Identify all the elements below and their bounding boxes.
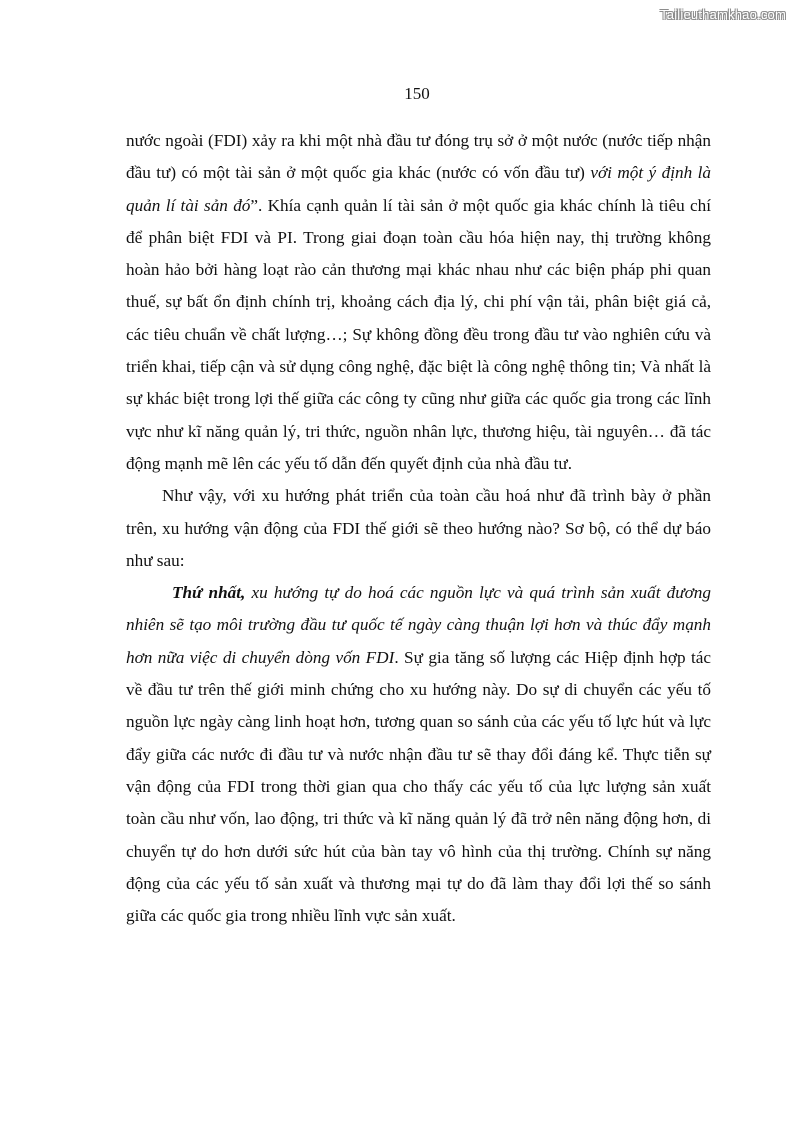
paragraph-2: Như vậy, với xu hướng phát triển của toàn cầu hoá như đã trình bày ở phần trên, xu hướng vận động của FDI thế giới sẽ theo hướng nào? Sơ bộ, có thể dự báo như sau:: [126, 486, 711, 570]
paragraph-3-lead: Thứ nhất,: [172, 583, 246, 603]
paragraph-3-text: . Sự gia tăng số lượng các Hiệp định hợp tác về đầu tư trên thế giới minh chứng cho xu hướng này. Do sự di chuyển các yếu tố nguồn lực ngày càng linh hoạt hơn, tương quan so sánh của các yếu tố lực hút và lực đẩy giữa các nước đi đầu tư và nước nhận đầu tư sẽ thay đổi đáng kể. Thực tiễn sự vận động của FDI trong thời gian qua cho thấy các yếu tố của lực lượng sản xuất toàn cầu như vốn, lao động, tri thức và kĩ năng quản lý đã trở nên năng động hơn, di chuyển tự do hơn dưới sức hút của bàn tay vô hình của thị trường. Chính sự năng động của các yếu tố sản xuất và thương mại tự do đã làm thay đổi lợi thế so sánh giữa các quốc gia trong nhiều lĩnh vực sản xuất.: [126, 647, 711, 926]
watermark: Tailieuthamkhao.com: [660, 7, 786, 22]
paragraph-3-italic: xu hướng tự do hoá các nguồn lực và quá trình sản xuất đương nhiên sẽ tạo môi trường đầu tư quốc tế ngày càng thuận lợi hơn và thúc đẩy mạnh hơn nữa việc di chuyển dòng vốn FDI: [126, 583, 711, 667]
paragraph-1: [126, 125, 711, 480]
paragraph-3: [126, 577, 711, 932]
paragraph-1-text-a: nước ngoài (FDI) xảy ra khi một nhà đầu tư đóng trụ sở ở một nước (nước tiếp nhận đầu tư) có một tài sản ở một quốc gia khác (nước có vốn đầu tư): [126, 131, 711, 183]
page-number: 150: [404, 84, 430, 103]
paragraph-1-italic: với một ý định là quản lí tài sản đó: [126, 163, 711, 215]
paragraph-1-text-b: ”. Khía cạnh quản lí tài sản ở một quốc gia khác chính là tiêu chí để phân biệt FDI và PI. Trong giai đoạn toàn cầu hóa hiện nay, thị trường không hoàn hảo bởi hàng loạt rào cản thương mại khác nhau như các biện pháp phi quan thuế, sự bất ổn định chính trị, khoảng cách địa lý, chi phí vận tải, phân biệt giá cả, các tiêu chuẩn về chất lượng…; Sự không đồng đều trong đầu tư vào nghiên cứu và triển khai, tiếp cận và sử dụng công nghệ, đặc biệt là công nghệ thông tin; Và nhất là sự khác biệt trong lợi thế giữa các công ty cũng như giữa các quốc gia trong các lĩnh vực như kĩ năng quản lý, tri thức, nguồn nhân lực, thương hiệu, tài nguyên… đã tác động mạnh mẽ lên các yếu tố dẫn đến quyết định của nhà đầu tư.: [126, 195, 712, 473]
document-body: [126, 125, 711, 932]
